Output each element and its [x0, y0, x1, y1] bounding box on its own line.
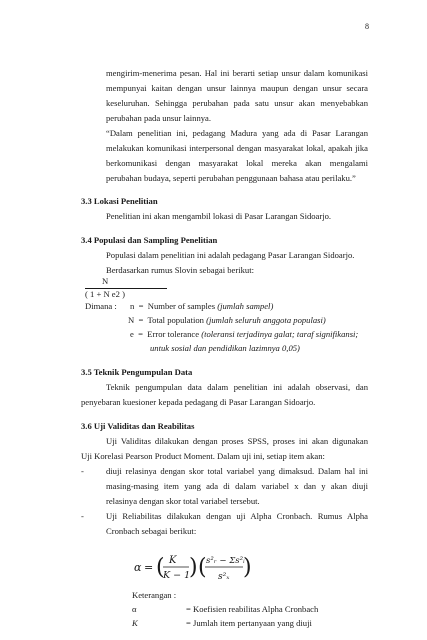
quote-line: berkomunikasi dengan masyarakat lokal mereka akan mengalami — [106, 158, 368, 168]
formula-k: K — [169, 555, 177, 566]
def-symbol: N — [128, 315, 135, 325]
formula-alpha: α — [134, 561, 142, 574]
section-text: Uji Korelasi Pearson Product Moment. Dalam uji ini, setiap item akan: — [81, 451, 325, 461]
text-line: perubahan pada unsur lainnya. — [106, 113, 211, 123]
ket-symbol: K — [132, 618, 138, 628]
ket-text: = Koefisien reabilitas Alpha Cronbach — [186, 604, 319, 614]
section-heading: 3.6 Uji Validitas dan Reabilitas — [81, 421, 195, 431]
formula-numerator: s²ᵣ − Σs²ᵢ — [206, 556, 245, 566]
def-row — [128, 315, 326, 326]
ket-text: = Jumlah item pertanyaan yang diuji — [186, 618, 312, 628]
formula-k-minus-1: K − 1 — [163, 570, 191, 581]
def-continuation — [150, 343, 300, 354]
quote-line: melakukan komunikasi interpersonal dengan masyarakat lokal, apakah jika — [106, 143, 368, 153]
formula-eq: = — [144, 561, 154, 574]
keterangan-label: Keterangan : — [132, 590, 177, 600]
section-heading: 3.3 Lokasi Penelitian — [81, 196, 158, 206]
def-eq: = — [138, 329, 143, 339]
bullet-mark: - — [81, 511, 84, 521]
bullet-line: Uji Reliabilitas dilakukan dengan uji Alpha Cronbach. Rumus Alpha — [106, 511, 368, 521]
section-heading: 3.4 Populasi dan Sampling Penelitian — [81, 235, 218, 245]
def-eq: = — [138, 315, 144, 325]
bullet-line: relasinya dengan skor total variabel tersebut. — [106, 496, 260, 506]
alpha-cronbach-formula — [132, 548, 252, 588]
def-italic: (toleransi terjadinya galat; taraf signifikansi; — [201, 329, 359, 339]
dimana-label: Dimana : — [85, 301, 117, 311]
quote-line: “Dalam penelitian ini, pedagang Madura yang ada di Pasar Larangan — [106, 128, 368, 138]
section-text: Penelitian ini akan mengambil lokasi di Pasar Larangan Sidoarjo. — [106, 211, 332, 221]
bullet-line: masing-masing item yang ada di dalam variabel x dan y akan diuji — [106, 481, 368, 491]
bullet-line: diuji relasinya dengan skor total variabel yang dimaksud. Dalam hal ini — [106, 466, 368, 476]
page-number: 8 — [365, 22, 369, 31]
def-row — [130, 301, 273, 312]
fraction-denominator: ( 1 + N e2 ) — [85, 289, 125, 299]
def-text: Error tolerance — [147, 329, 200, 339]
text-line: keseluruhan. Sehingga perubahan pada satu unsur akan menyebabkan — [106, 98, 368, 108]
section-text: Uji Validitas dilakukan dengan proses SPSS, proses ini akan digunakan — [106, 436, 368, 446]
def-row — [130, 329, 358, 340]
def-text: Number of samples — [147, 301, 216, 311]
bullet-mark: - — [81, 466, 84, 476]
text-line: mempunyai kaitan dengan unsur lainnya maupun dengan unsur secara — [106, 83, 368, 93]
text-line: mengirim-menerima pesan. Hal ini berarti setiap unsur dalam komunikasi — [106, 68, 368, 78]
formula-paren-right: ) — [189, 555, 198, 580]
section-text: Populasi dalam penelitian ini adalah pedagang Pasar Larangan Sidoarjo. — [106, 250, 355, 260]
quote-line: perubahan budaya, seperti perubahan penggunaan bahasa atau perilaku.” — [106, 173, 356, 183]
def-italic: (jumlah seluruh anggota populasi) — [206, 315, 326, 325]
fraction-numerator: N — [102, 276, 109, 286]
def-symbol: n — [130, 301, 135, 311]
bullet-line: Cronbach sebagai berikut: — [106, 526, 197, 536]
formula-paren-left: ( — [156, 555, 165, 580]
def-symbol: e — [130, 329, 134, 339]
def-cont-italic: untuk sosial dan pendidikan lazimnya 0,05) — [150, 343, 300, 353]
def-text: Total population — [147, 315, 204, 325]
section-heading: 3.5 Teknik Pengumpulan Data — [81, 367, 193, 377]
def-italic: (jumlah sampel) — [217, 301, 274, 311]
formula-denominator: s²ₓ — [218, 572, 230, 582]
section-text: Teknik pengumpulan data dalam penelitian ini adalah observasi, dan — [106, 382, 368, 392]
formula-paren-right2: ) — [243, 555, 252, 580]
ket-symbol: α — [132, 604, 137, 614]
def-eq: = — [138, 301, 144, 311]
section-text: Berdasarkan rumus Slovin sebagai berikut: — [106, 265, 254, 275]
formula-paren-left2: ( — [198, 555, 207, 580]
section-text: penyebaran kuesioner kepada pedagang di Pasar Larangan Sidoarjo. — [81, 397, 316, 407]
